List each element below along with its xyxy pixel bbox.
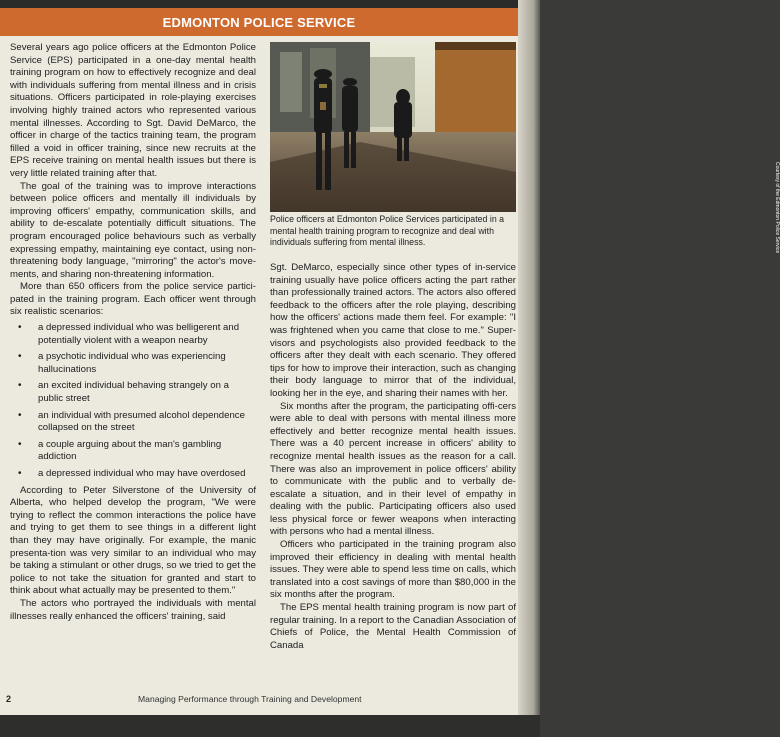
paragraph: The actors who portrayed the individuals with mental illnesses really enhanced the officers' training, said xyxy=(10,597,256,622)
paragraph: Several years ago police officers at the Edmonton Police Service (EPS) participated in a one-day mental health training program on how to effectively recognize and deal with individuals suffering from mental illness and in crisis situations. Officers participated in role-playing exercises involving highly trained actors who represented various mental illnesses. According to Sgt. David DeMarco, the officer in charge of the tactics training team, the program filled a void in officer training, since new recruits at the EPS receive training on mental health issues but there is very little related training after that. xyxy=(10,42,256,179)
paragraph: The goal of the training was to improve interactions between police officers and mentally ill individuals by improving officers' empathy, communication skills, and ability to de-escalate potentially difficult situations. The program encouraged police behaviours such as verbally expressing empathy, maintaining eye contact, using non-threatening body language, "mirroring" the actor's move-ments, and sharing non-threatening information. xyxy=(10,180,256,280)
scenario-item: • a couple arguing about the man's gambling addiction xyxy=(38,439,256,464)
scenario-item: • an individual with presumed alcohol dependence collapsed on the street xyxy=(38,410,256,435)
page-number: 2 xyxy=(6,694,12,704)
photo-caption: Police officers at Edmonton Police Services participated in a mental health training program to recognize and deal with individuals suffering from mental illness. xyxy=(270,214,505,247)
paragraph: More than 650 officers from the police service partici-pated in the training program. Each officer went through six realistic scenarios: xyxy=(10,281,256,318)
paragraph: Six months after the program, the participating offi-cers were able to deal with persons with mental illness more effectively and better recognize mental health issues. There was a 40 percent increase in officers' ability to recognize mental health issues as the reason for a call. There was also an improvement in police officers' ability to communicate with the public and to verbally de-escalate a situation, and in their level of empathy in dealing with the public. Participating officers also used less physical force or fewer weapons when interacting with persons who had a mental illness. xyxy=(270,400,516,538)
running-footer-title: Managing Performance through Training and Development xyxy=(138,694,362,704)
section-header-title: EDMONTON POLICE SERVICE xyxy=(162,14,356,30)
photo-illustration xyxy=(270,42,516,212)
right-column xyxy=(270,262,516,652)
bottom-edge xyxy=(0,715,540,737)
scenario-item: • a depressed individual who may have overdosed xyxy=(38,468,256,481)
paragraph: The EPS mental health training program is now part of regular training. In a report to the Canadian Association of Chiefs of Police, the Mental Health Commission of Canada xyxy=(270,602,516,651)
paragraph: According to Peter Silverstone of the University of Alberta, who helped develop the program, "We were trying to reflect the common interactions the police have and trying to get them to see things in a different light than they may have originally. For example, the manic presenta-tion was very similar to an individual who may be taking a stimulant or other drugs, so we tried to get the police to not take the situation for granted and start to think about what actually may be presented to them." xyxy=(10,484,256,597)
page-spine-edge xyxy=(518,0,540,737)
section-header-band xyxy=(0,8,518,36)
left-column xyxy=(10,42,256,623)
scenario-item: • a psychotic individual who was experiencing hallucinations xyxy=(38,351,256,376)
scenario-list xyxy=(10,322,256,481)
top-edge xyxy=(0,0,540,8)
paragraph: Officers who participated in the training program also improved their efficiency in dealing with mental health issues. They were able to spend less time on calls, which translated into a cost savings of more than $80,000 in the six months after the program. xyxy=(270,539,516,601)
scenario-item: • a depressed individual who was belligerent and potentially violent with a weapon nearby xyxy=(38,322,256,347)
scenario-item: • an excited individual behaving strangely on a public street xyxy=(38,380,256,405)
photo-credit: Courtesy of the Edmonton Police Service xyxy=(774,162,780,254)
paragraph: Sgt. DeMarco, especially since other types of in-service training usually have police officers acting the part rather than professionally trained actors. The actors also offered feedback to the officers after the role playing, describing how the officers' actions made them feel. For example: "I was frightened when you came that close to me." Super-visors and psychologists also provided feedback to the officers after they dealt with each scenario. They offered tips for how to improve their interaction, such as changing their body language to mirror that of the individual, looking her in the eye, and sharing their names with her. xyxy=(270,262,516,399)
